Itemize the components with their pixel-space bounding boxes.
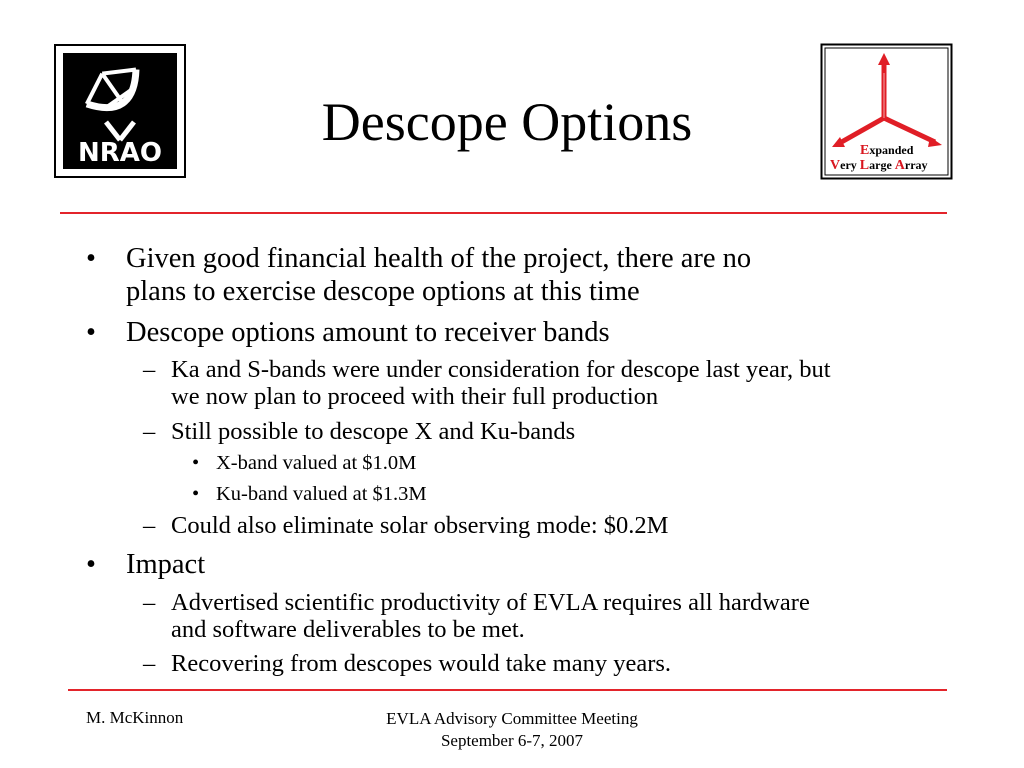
bullet-text: Impact xyxy=(126,549,206,580)
sub-bullet-text-continuation: and software deliverables to be met. xyxy=(171,616,525,643)
footer-author: M. McKinnon xyxy=(86,708,184,727)
sub-sub-bullet-text: Ku-band valued at $1.3M xyxy=(216,483,427,505)
bullet-text-continuation: plans to exercise descope options at this time xyxy=(126,276,640,307)
nrao-logo xyxy=(54,44,186,178)
sub-bullet-marker: – xyxy=(143,512,156,539)
nrao-radio-telescope-logo-icon xyxy=(54,44,186,178)
bullet-marker: • xyxy=(86,317,96,348)
sub-bullet-text: Could also eliminate solar observing mode: $0.2M xyxy=(171,512,669,539)
evla-logo-line2: Very Large Array xyxy=(830,158,928,173)
bullet-marker: • xyxy=(86,549,96,580)
bullet-text: Descope options amount to receiver bands xyxy=(126,317,610,348)
footer-meeting-info xyxy=(312,708,712,752)
footer-divider xyxy=(68,689,947,691)
sub-bullet-text: Advertised scientific productivity of EVLA requires all hardware xyxy=(171,589,810,616)
footer-meeting-date: September 6-7, 2007 xyxy=(440,731,584,750)
sub-bullet-text: Still possible to descope X and Ku-bands xyxy=(171,418,576,445)
sub-bullet-text: Recovering from descopes would take many years. xyxy=(171,650,672,677)
sub-bullet-marker: – xyxy=(143,418,156,445)
sub-bullet-marker: – xyxy=(143,650,156,677)
evla-logo xyxy=(820,43,953,180)
sub-bullet-text: Ka and S-bands were under consideration for descope last year, but xyxy=(171,356,831,383)
sub-bullet-marker: – xyxy=(143,589,156,616)
bullet-text: Given good financial health of the project, there are no xyxy=(126,243,752,274)
bullet-marker: • xyxy=(86,243,96,274)
sub-sub-bullet-marker: • xyxy=(192,483,200,505)
sub-sub-bullet-text: X-band valued at $1.0M xyxy=(216,452,417,474)
sub-bullet-marker: – xyxy=(143,356,156,383)
title-divider xyxy=(60,212,947,214)
evla-logo-line1: Expanded xyxy=(860,143,914,158)
footer-meeting-title: EVLA Advisory Committee Meeting xyxy=(386,709,638,728)
sub-sub-bullet-marker: • xyxy=(192,452,200,474)
nrao-logo-text: NRAO xyxy=(77,138,163,168)
evla-y-array-logo-icon xyxy=(820,43,953,180)
sub-bullet-text-continuation: we now plan to proceed with their full production xyxy=(171,383,659,410)
page-title: Descope Options xyxy=(321,92,693,152)
